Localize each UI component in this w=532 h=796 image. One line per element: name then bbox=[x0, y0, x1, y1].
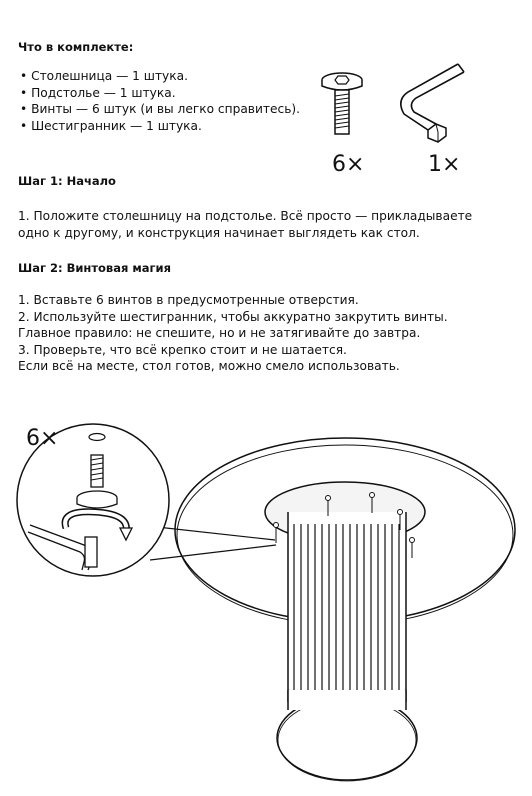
step2-line: Если всё на месте, стол готов, можно смело использовать. bbox=[18, 359, 400, 374]
step2-text bbox=[18, 292, 448, 375]
step1-line: одно к другому, и конструкция начинает выглядеть как стол. bbox=[18, 225, 420, 240]
hex-key-quantity: 1× bbox=[428, 152, 461, 177]
detail-screw-quantity: 6× bbox=[26, 426, 59, 451]
step2-line: 2. Используйте шестигранник, чтобы аккуратно закрутить винты. bbox=[18, 309, 448, 324]
step2-line: 1. Вставьте 6 винтов в предусмотренные отверстия. bbox=[18, 293, 359, 307]
kit-item-base: • Подстолье — 1 штука. bbox=[20, 85, 300, 102]
kit-item-hex-key: • Шестигранник — 1 штука. bbox=[20, 118, 300, 135]
screw-quantity: 6× bbox=[332, 152, 365, 177]
kit-list bbox=[20, 68, 300, 134]
screw-icon bbox=[312, 60, 372, 140]
step2-line: 3. Проверьте, что всё крепко стоит и не шатается. bbox=[18, 342, 347, 357]
step2-heading: Шаг 2: Винтовая магия bbox=[18, 261, 171, 275]
kit-item-screws: • Винты — 6 штук (и вы легко справитесь). bbox=[20, 101, 300, 118]
kit-heading: Что в комплекте: bbox=[18, 40, 134, 54]
step1-text bbox=[18, 208, 472, 241]
kit-item-tabletop: • Столешница — 1 штука. bbox=[20, 68, 300, 85]
table-assembly-illustration bbox=[0, 400, 532, 796]
hex-key-icon bbox=[388, 58, 468, 144]
step2-line: Главное правило: не спешите, но и не затягивайте до завтра. bbox=[18, 326, 421, 341]
step1-heading: Шаг 1: Начало bbox=[18, 174, 116, 188]
step1-line: 1. Положите столешницу на подстолье. Всё просто — прикладываете bbox=[18, 209, 473, 223]
